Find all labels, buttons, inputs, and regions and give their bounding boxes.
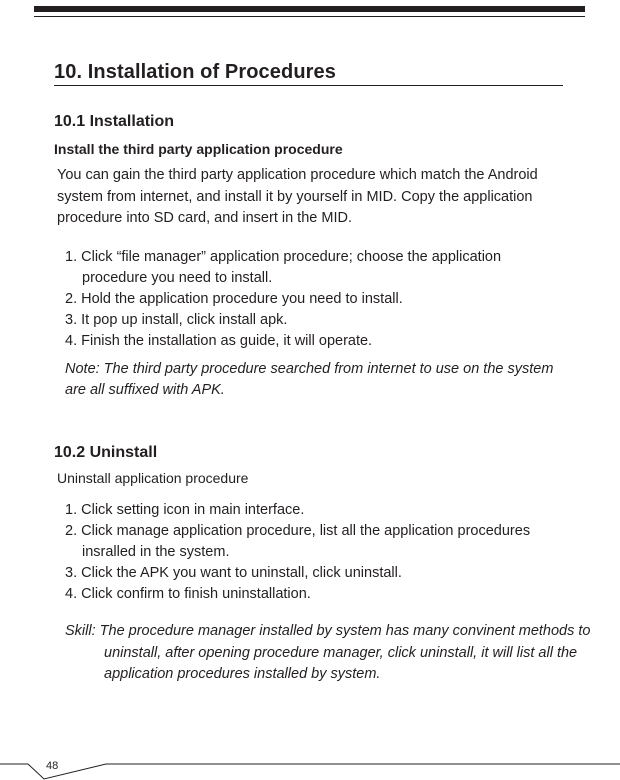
title-underline xyxy=(54,85,563,86)
page-number: 48 xyxy=(46,760,59,772)
install-step: 3. It pop up install, click install apk. xyxy=(65,312,288,328)
install-note: Note: The third party procedure searched from internet to use on the system are all suffixed with APK. xyxy=(65,361,554,398)
header-rule xyxy=(34,16,585,17)
install-step: 4. Finish the installation as guide, it will operate. xyxy=(65,333,373,349)
uninstall-step: 4. Click confirm to finish uninstallation. xyxy=(65,586,311,602)
skill-tip: Skill: The procedure manager installed by system has many convinent methods to uninstall, after opening procedure manager, click uninstall, it will list all the application procedures installed by system. xyxy=(65,623,591,682)
page-title: 10. Installation of Procedures xyxy=(54,61,336,83)
install-intro: You can gain the third party application procedure which match the Android system from internet, and install it by yourself in MID. Copy the application procedure into SD card, and insert in the MID. xyxy=(57,167,538,226)
uninstall-step: 3. Click the APK you want to uninstall, click uninstall. xyxy=(65,565,402,581)
uninstall-heading: 10.2 Uninstall xyxy=(54,444,158,461)
install-step: 2. Hold the application procedure you need to install. xyxy=(65,291,403,307)
uninstall-step: 2. Click manage application procedure, list all the application procedures insralled in the system. xyxy=(65,523,531,560)
uninstall-step: 1. Click setting icon in main interface. xyxy=(65,502,305,518)
footer-tab xyxy=(0,755,620,780)
header-bar xyxy=(34,6,585,12)
uninstall-steps xyxy=(65,500,545,605)
uninstall-subheading: Uninstall application procedure xyxy=(57,470,249,486)
install-heading: 10.1 Installation xyxy=(54,113,175,130)
install-subheading: Install the third party application procedure xyxy=(54,141,343,157)
install-steps xyxy=(65,247,545,352)
install-step: 1. Click “file manager” application procedure; choose the application procedure you need to install. xyxy=(65,249,502,286)
